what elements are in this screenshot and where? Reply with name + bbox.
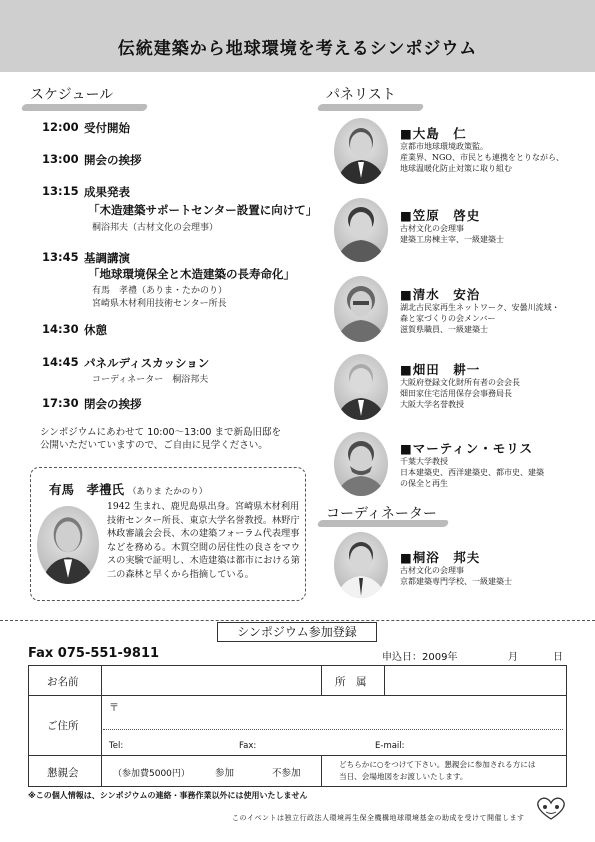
schedule-time: 13:45	[42, 250, 79, 264]
address-label: ご住所	[47, 720, 79, 732]
coordinator-desc	[400, 565, 570, 587]
panelist-desc	[400, 456, 570, 490]
speaker-profile-box	[30, 467, 306, 601]
panelist-desc	[400, 141, 570, 175]
application-month-label: 月	[508, 652, 518, 663]
panelist-name: ■畑田 耕一	[400, 362, 481, 377]
panelist-desc-line: の保全と再生	[400, 479, 448, 489]
schedule-speaker: 有馬 孝禮（ありま・たかのり）	[92, 286, 228, 296]
party-note: 当日、会場地図をお渡しいたします。	[339, 772, 468, 781]
schedule-time: 14:30	[42, 322, 79, 336]
name-input[interactable]	[105, 669, 317, 692]
funding-footnote: このイベントは独立行政法人環境再生保全機構地球環境基金の助成を受けて開催します	[232, 814, 525, 822]
panelist-desc-line: 産業界、NGO、市民とも連携をとりながら、	[400, 153, 564, 163]
schedule-time: 12:00	[42, 120, 79, 134]
schedule-coordinator: コーディネーター 桐浴邦夫	[92, 375, 209, 385]
coordinator-name: ■桐浴 邦夫	[400, 550, 481, 565]
registration-title: シンポジウム参加登録	[217, 622, 377, 642]
panelist-desc-line: 千葉大学教授	[400, 457, 448, 466]
form-col-divider	[321, 755, 322, 786]
coordinator-photo	[334, 532, 388, 598]
panelist-name: ■大島 仁	[400, 126, 467, 141]
email-label: E-mail:	[375, 741, 405, 751]
schedule-time: 17:30	[42, 396, 79, 410]
panelist-desc-line: 大阪府登録文化財所有者の会会長	[400, 378, 520, 387]
panelist-desc-line: 森と家づくりの会メンバー	[400, 314, 496, 324]
schedule-event: 受付開始	[84, 121, 130, 135]
profile-bio: 1942 生まれ、鹿児島県出身。宮崎県木材利用技術センター所長、東京大学名誉教授。林野庁林政審議会会長、木の建築フォーラム代表理事などを務める。木質空間の居住性の良さをマウスの実験で証明し、木造建築は都市における第二の森林と早くから指摘している。	[107, 501, 300, 580]
party-fee: （参加費5000円）	[113, 769, 190, 779]
profile-name	[49, 480, 207, 498]
panelist-photo	[334, 432, 388, 496]
postal-mark: 〒	[109, 703, 119, 714]
panelist-desc	[400, 302, 570, 336]
panelists-heading: パネリスト	[326, 87, 396, 103]
tel-label: Tel:	[109, 741, 124, 751]
panelist-desc-line: 滋賀県職員、一級建築士	[400, 325, 488, 335]
coordinator-heading: コーディネーター	[326, 506, 437, 522]
profile-photo	[37, 506, 99, 584]
address-input[interactable]	[125, 698, 561, 726]
schedule-time: 14:45	[42, 355, 79, 369]
heading-brush	[21, 104, 149, 111]
panelist-name: ■清水 安治	[400, 287, 481, 302]
panelist-desc-line: 大阪大学名誉教授	[400, 400, 464, 410]
schedule-note: 公開いただいていますので、ご自由に見学ください。	[40, 440, 268, 451]
schedule-event: 開会の挨拶	[84, 153, 142, 167]
schedule-event: 休憩	[84, 323, 107, 337]
panelist-desc-line: 日本建築史、西洋建築史、都市史、建築	[400, 468, 544, 478]
application-date-label: 申込日：2009年	[382, 652, 458, 663]
attend-option[interactable]: 参加	[215, 768, 235, 779]
form-col-divider	[101, 666, 102, 786]
coordinator-desc-line: 古材文化の会理事	[400, 566, 464, 575]
fax-field-label: Fax:	[239, 741, 257, 751]
schedule-heading: スケジュール	[30, 87, 114, 103]
title-bar	[0, 0, 595, 72]
page-title: 伝統建築から地球環境を考えるシンポジウム	[117, 39, 478, 59]
form-row-divider	[29, 695, 566, 696]
panelist-desc	[400, 377, 570, 411]
fax-number: Fax 075-551-9811	[28, 646, 160, 661]
panelist-photo	[334, 354, 388, 420]
party-note: どちらかに○をつけて下さい。懇親会に参加される方には	[339, 760, 536, 769]
privacy-note: ※この個人情報は、シンポジウムの連絡・事務作業以外には使用いたしません	[28, 791, 308, 800]
party-label: 懇親会	[47, 767, 79, 779]
panelist-photo	[334, 198, 388, 262]
panelist-desc-line: 地球温暖化防止対策に取り組む	[400, 164, 512, 174]
schedule-note: シンポジウムにあわせて 10:00～13:00 まで新島旧邸を	[40, 427, 281, 438]
not-attend-option[interactable]: 不参加	[272, 768, 301, 779]
schedule-event: 閉会の挨拶	[84, 397, 142, 411]
name-label: お名前	[47, 676, 79, 688]
affiliation-input[interactable]	[389, 669, 561, 692]
form-col-divider	[321, 666, 322, 695]
coordinator-desc-line: 京都建築専門学校、一級建築士	[400, 577, 512, 587]
schedule-event: 基調講演	[84, 251, 130, 265]
heart-logo-icon	[533, 795, 569, 821]
registration-form	[28, 665, 567, 787]
panelist-desc-line: 古材文化の会理事	[400, 224, 464, 233]
panelist-desc	[400, 223, 570, 245]
schedule-event: 成果発表	[84, 185, 130, 199]
panelist-name: ■笠原 啓史	[400, 208, 481, 223]
heading-brush	[317, 104, 425, 111]
application-day-label: 日	[553, 652, 563, 663]
panelist-desc-line: 湖北古民家再生ネットワーク、安曇川流域・	[400, 303, 560, 312]
affiliation-label: 所 属	[335, 676, 367, 688]
panelist-desc-line: 京都市地球環境政策監。	[400, 142, 488, 151]
profile-name-text: 有馬 孝禮氏	[49, 482, 125, 497]
schedule-speaker: 桐浴邦夫（古材文化の会理事）	[92, 223, 219, 233]
panelist-desc-line: 建築工房棟主宰、一級建築士	[400, 235, 504, 245]
schedule-speaker-title: 宮崎県木材利用技術センター所長	[92, 299, 227, 309]
panelist-name: ■マーティン・モリス	[400, 441, 534, 456]
schedule-time: 13:00	[42, 152, 79, 166]
panelist-photo	[334, 276, 388, 342]
profile-reading: （ありま たかのり）	[128, 487, 208, 497]
form-row-divider	[29, 755, 566, 756]
panelist-photo	[334, 118, 388, 184]
cut-line	[0, 620, 595, 621]
form-col-divider	[384, 666, 385, 695]
schedule-event: パネルディスカッション	[84, 356, 210, 370]
address-dotted-line	[103, 729, 563, 730]
schedule-topic: 「地球環境保全と木造建築の長寿命化」	[88, 267, 295, 281]
schedule-topic: 「木造建築サポートセンター設置に向けて」	[88, 203, 318, 217]
schedule-time: 13:15	[42, 184, 79, 198]
panelist-desc-line: 畑田家住宅活用保存会事務局長	[400, 389, 512, 399]
